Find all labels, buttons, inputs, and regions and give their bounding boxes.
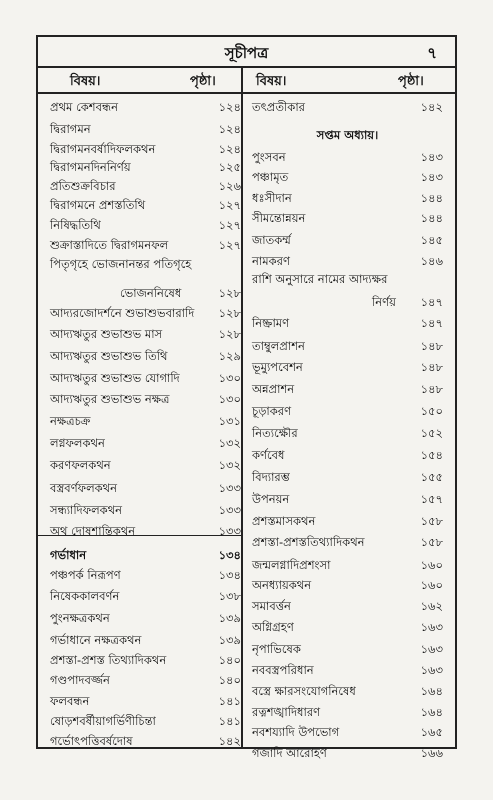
entry-page: ১৫৭ <box>420 492 443 506</box>
entry-page: ১৪৩ <box>420 170 443 184</box>
entry-page: ১৩৯ <box>218 633 241 647</box>
toc-entry <box>252 559 443 574</box>
entry-page: ১৩৪ <box>218 548 241 562</box>
entry-page: ১২৮ <box>218 306 241 320</box>
entry-page: ১৬৩ <box>420 642 443 656</box>
entry-topic: করণফলকথন <box>50 458 111 472</box>
entry-topic: ষোড়শবর্ষীয়াগর্ভিণীচিন্তা <box>50 714 156 728</box>
toc-entry <box>252 171 443 186</box>
page-number: ৭ <box>427 44 437 62</box>
toc-entry <box>252 383 443 398</box>
toc-entry <box>252 726 443 741</box>
entry-topic: পঞ্চপর্ক নিরূপণ <box>50 568 121 582</box>
toc-entry <box>252 340 443 355</box>
entry-page: ১৪৮ <box>420 382 443 396</box>
entry-page: ১৬৪ <box>420 684 443 698</box>
entry-page: ১৪৪ <box>420 211 443 225</box>
entry-topic: পিতৃগৃহে ভোজনানন্তর পতিগৃহে <box>50 257 192 271</box>
toc-entry <box>252 234 443 249</box>
toc-entry <box>252 471 443 486</box>
entry-topic: তাম্বুলপ্রাশন <box>252 339 305 353</box>
entry-page: ১৪২ <box>218 734 241 748</box>
entry-topic: নামকরণ <box>252 254 290 268</box>
entry-page: ১৬৩ <box>420 620 443 634</box>
page-title: সূচীপত্র <box>224 44 269 62</box>
entry-page: ১৪৮ <box>420 339 443 353</box>
entry-topic: নিষেককালবর্ণন <box>50 589 120 603</box>
entry-page: ১২৯ <box>218 349 241 363</box>
entry-topic: গর্ভাধান <box>50 548 87 562</box>
entry-topic: বস্ত্রে ক্ষারসংযোগনিষেধ <box>252 684 356 698</box>
entry-topic: আদ্যরজোদর্শনে শুভাশুভবারাদি <box>50 306 195 320</box>
toc-entry <box>252 493 443 508</box>
entry-page: ১৬৬ <box>420 746 443 760</box>
entry-topic: নিত্যক্ষৌর <box>252 426 298 440</box>
entry-page: ১৪৬ <box>420 254 443 268</box>
entry-page: ১২৭ <box>218 218 241 232</box>
entry-topic: দ্বিরাগমনবর্ষাদিফলকথন <box>50 142 156 156</box>
entry-topic: পঞ্চামৃত <box>252 170 289 184</box>
toc-entry <box>252 192 443 207</box>
entry-topic: নববস্ত্রপরিধান <box>252 663 314 677</box>
entry-topic: শুক্রাস্তাদিতে দ্বিরাগমনফল <box>50 238 169 252</box>
toc-entry <box>252 664 443 679</box>
entry-page: ১৩৮ <box>218 589 241 603</box>
left-page-header: পৃষ্ঠা। <box>190 74 216 89</box>
toc-entry <box>252 685 443 700</box>
entry-topic: নক্ষত্রচক্র <box>50 414 91 428</box>
entry-page: ১৫৪ <box>420 448 443 462</box>
entry-page: ১৬৩ <box>420 663 443 677</box>
entry-page: ১২৪ <box>218 142 241 156</box>
entry-topic: গর্ভোৎপত্তিবর্ষদোষ <box>50 734 133 748</box>
entry-topic: চূড়াকরণ <box>252 404 292 418</box>
entry-topic: কর্ণবেধ <box>252 448 285 462</box>
entry-topic: নিষ্ক্রামণ <box>252 316 290 330</box>
entry-topic: উপনয়ন <box>252 492 290 506</box>
toc-entry <box>252 621 443 636</box>
toc-entry <box>252 536 443 551</box>
right-topic-header: বিষয়। <box>256 74 287 89</box>
entry-topic: আদ্যঋতুর শুভাশুভ তিথি <box>50 349 168 363</box>
entry-topic: সপ্তম অধ্যায়। <box>316 128 379 142</box>
entry-page: ১৫০ <box>420 404 443 418</box>
entry-topic: অথ দোষশান্তিকথন <box>50 524 136 538</box>
entry-topic: দ্বিরাগমনে প্রশস্ততিথি <box>50 198 146 212</box>
entry-page: ১৪৮ <box>420 360 443 374</box>
entry-topic: লগ্নফলকথন <box>50 436 105 450</box>
entry-page: ১৩৩ <box>218 524 241 538</box>
entry-page: ১৬৫ <box>420 725 443 739</box>
entry-page: ১২৪ <box>218 122 241 136</box>
entry-topic: অনধ্যায়কথন <box>252 578 312 592</box>
entry-topic: নৃপাভিষেক <box>252 642 301 656</box>
entry-page: ১৪৫ <box>420 233 443 247</box>
left-topic-header: বিষয়। <box>70 74 101 89</box>
entry-topic: জাতকর্ম্ম <box>252 233 291 247</box>
entry-topic: আদ্যঋতুর শুভাশুভ নক্ষত্র <box>50 392 170 406</box>
toc-entry <box>252 255 443 270</box>
toc-entry <box>252 317 443 332</box>
toc-entry <box>252 643 443 658</box>
entry-page: ১৩৯ <box>218 611 241 625</box>
toc-entry <box>252 515 443 530</box>
entry-page: ১২৪ <box>218 100 241 114</box>
contents-table <box>36 35 457 760</box>
entry-page: ১২৮ <box>218 286 241 300</box>
entry-page: ১৫৮ <box>420 535 443 549</box>
entry-page: ১৪২ <box>420 100 443 114</box>
entry-topic: ভোজননিষেধ <box>120 286 182 300</box>
entry-topic: সন্ধ্যাদিফলকথন <box>50 503 123 517</box>
entry-topic: প্রথম কেশবন্ধন <box>50 100 118 114</box>
entry-page: ১৪৭ <box>420 295 443 309</box>
toc-entry <box>252 600 443 615</box>
entry-topic: দ্বিরাগমন <box>50 122 91 136</box>
toc-entry <box>252 361 443 376</box>
entry-topic: নির্ণয় <box>372 295 396 309</box>
entry-page: ১৩৩ <box>218 503 241 517</box>
entry-topic: প্রশস্তা-প্রশস্ত তিথ্যাদিকথন <box>50 653 167 667</box>
entry-page: ১২৬ <box>218 179 241 193</box>
entry-page: ১৩৪ <box>218 568 241 582</box>
entry-page: ১৬০ <box>420 578 443 592</box>
entry-topic: গজাদি আরোহণ <box>252 746 327 760</box>
entry-page: ১৪৪ <box>420 191 443 205</box>
entry-page: ১৪০ <box>218 653 241 667</box>
entry-page: ১৩২ <box>218 458 241 472</box>
entry-topic: গণ্ডপাদবর্জ্জন <box>50 673 110 687</box>
entry-topic: রাশি অনুসারে নামের আদ্যক্ষর <box>252 272 388 286</box>
entry-topic: প্রতিশুক্রবিচার <box>50 179 116 193</box>
entry-topic: তৎপ্রতীকার <box>252 100 305 114</box>
toc-entry <box>252 405 443 420</box>
entry-page: ১৬৪ <box>420 705 443 719</box>
toc-entry <box>372 296 443 311</box>
entry-topic: নবশয্যাদি উপভোগ <box>252 725 340 739</box>
toc-entry <box>252 427 443 442</box>
entry-topic: ফলবন্ধন <box>50 694 90 708</box>
entry-topic: পুংসবন <box>252 150 286 164</box>
entry-page: ১৩০ <box>218 371 241 385</box>
entry-topic: প্রশস্তমাসকথন <box>252 514 316 528</box>
entry-topic: সমাবর্ত্তন <box>252 599 291 613</box>
entry-page: ১৪০ <box>218 673 241 687</box>
entry-topic: অন্নপ্রাশন <box>252 382 295 396</box>
entry-topic: পুংনক্ষত্রকথন <box>50 611 110 625</box>
toc-entry <box>252 449 443 464</box>
entry-topic: সীমন্তোন্নয়ন <box>252 211 306 225</box>
entry-page: ১২৮ <box>218 327 241 341</box>
entry-topic: ভূম্যুপবেশন <box>252 360 303 374</box>
entry-page: ১৪১ <box>218 714 241 728</box>
entry-topic: প্রশস্তা-প্রশস্ততিথ্যাদিকথন <box>252 535 365 549</box>
entry-page: ১২৭ <box>218 238 241 252</box>
toc-entry <box>252 129 443 144</box>
entry-topic: রত্নশঙ্খাদিধারণ <box>252 705 321 719</box>
entry-page: ১৫২ <box>420 426 443 440</box>
toc-entry <box>252 151 443 166</box>
entry-page: ১৪১ <box>218 694 241 708</box>
entry-page: ১৫৫ <box>420 470 443 484</box>
entry-topic: আদ্যঋতুর শুভাশুভ মাস <box>50 327 163 341</box>
entry-page: ১২৭ <box>218 198 241 212</box>
entry-page: ১২৫ <box>218 160 241 174</box>
entry-page: ১৬০ <box>420 558 443 572</box>
entry-topic: ধঃসীদান <box>252 191 292 205</box>
entry-page: ১৪৭ <box>420 316 443 330</box>
toc-entry <box>252 212 443 227</box>
entry-topic: নিষিদ্ধতিথি <box>50 218 101 232</box>
entry-topic: বস্ত্রবর্ণফলকথন <box>50 481 117 495</box>
entry-page: ১৩০ <box>218 392 241 406</box>
entry-topic: অগ্নিগ্রহণ <box>252 620 294 634</box>
entry-topic: দ্বিরাগমনদিননির্ণয় <box>50 160 131 174</box>
entry-page: ১৫৮ <box>420 514 443 528</box>
toc-entry <box>252 706 443 721</box>
right-page-header: পৃষ্ঠা। <box>398 74 424 89</box>
entry-page: ১৩১ <box>218 414 241 428</box>
toc-entry <box>252 101 443 116</box>
entry-page: ১৩২ <box>218 436 241 450</box>
entry-topic: গর্ভাধানে নক্ষত্রকথন <box>50 633 142 647</box>
entry-topic: আদ্যঋতুর শুভাশুভ যোগাদি <box>50 371 180 385</box>
entry-topic: জন্মলগ্নাদিপ্রশংসা <box>252 558 331 572</box>
toc-entry <box>252 273 443 288</box>
toc-entry <box>252 747 443 762</box>
entry-page: ১৩৩ <box>218 481 241 495</box>
entry-page: ১৬২ <box>420 599 443 613</box>
entry-page: ১৪৩ <box>420 150 443 164</box>
toc-entry <box>252 579 443 594</box>
right-column <box>38 37 455 760</box>
entry-topic: বিদ্যারম্ভ <box>252 470 290 484</box>
